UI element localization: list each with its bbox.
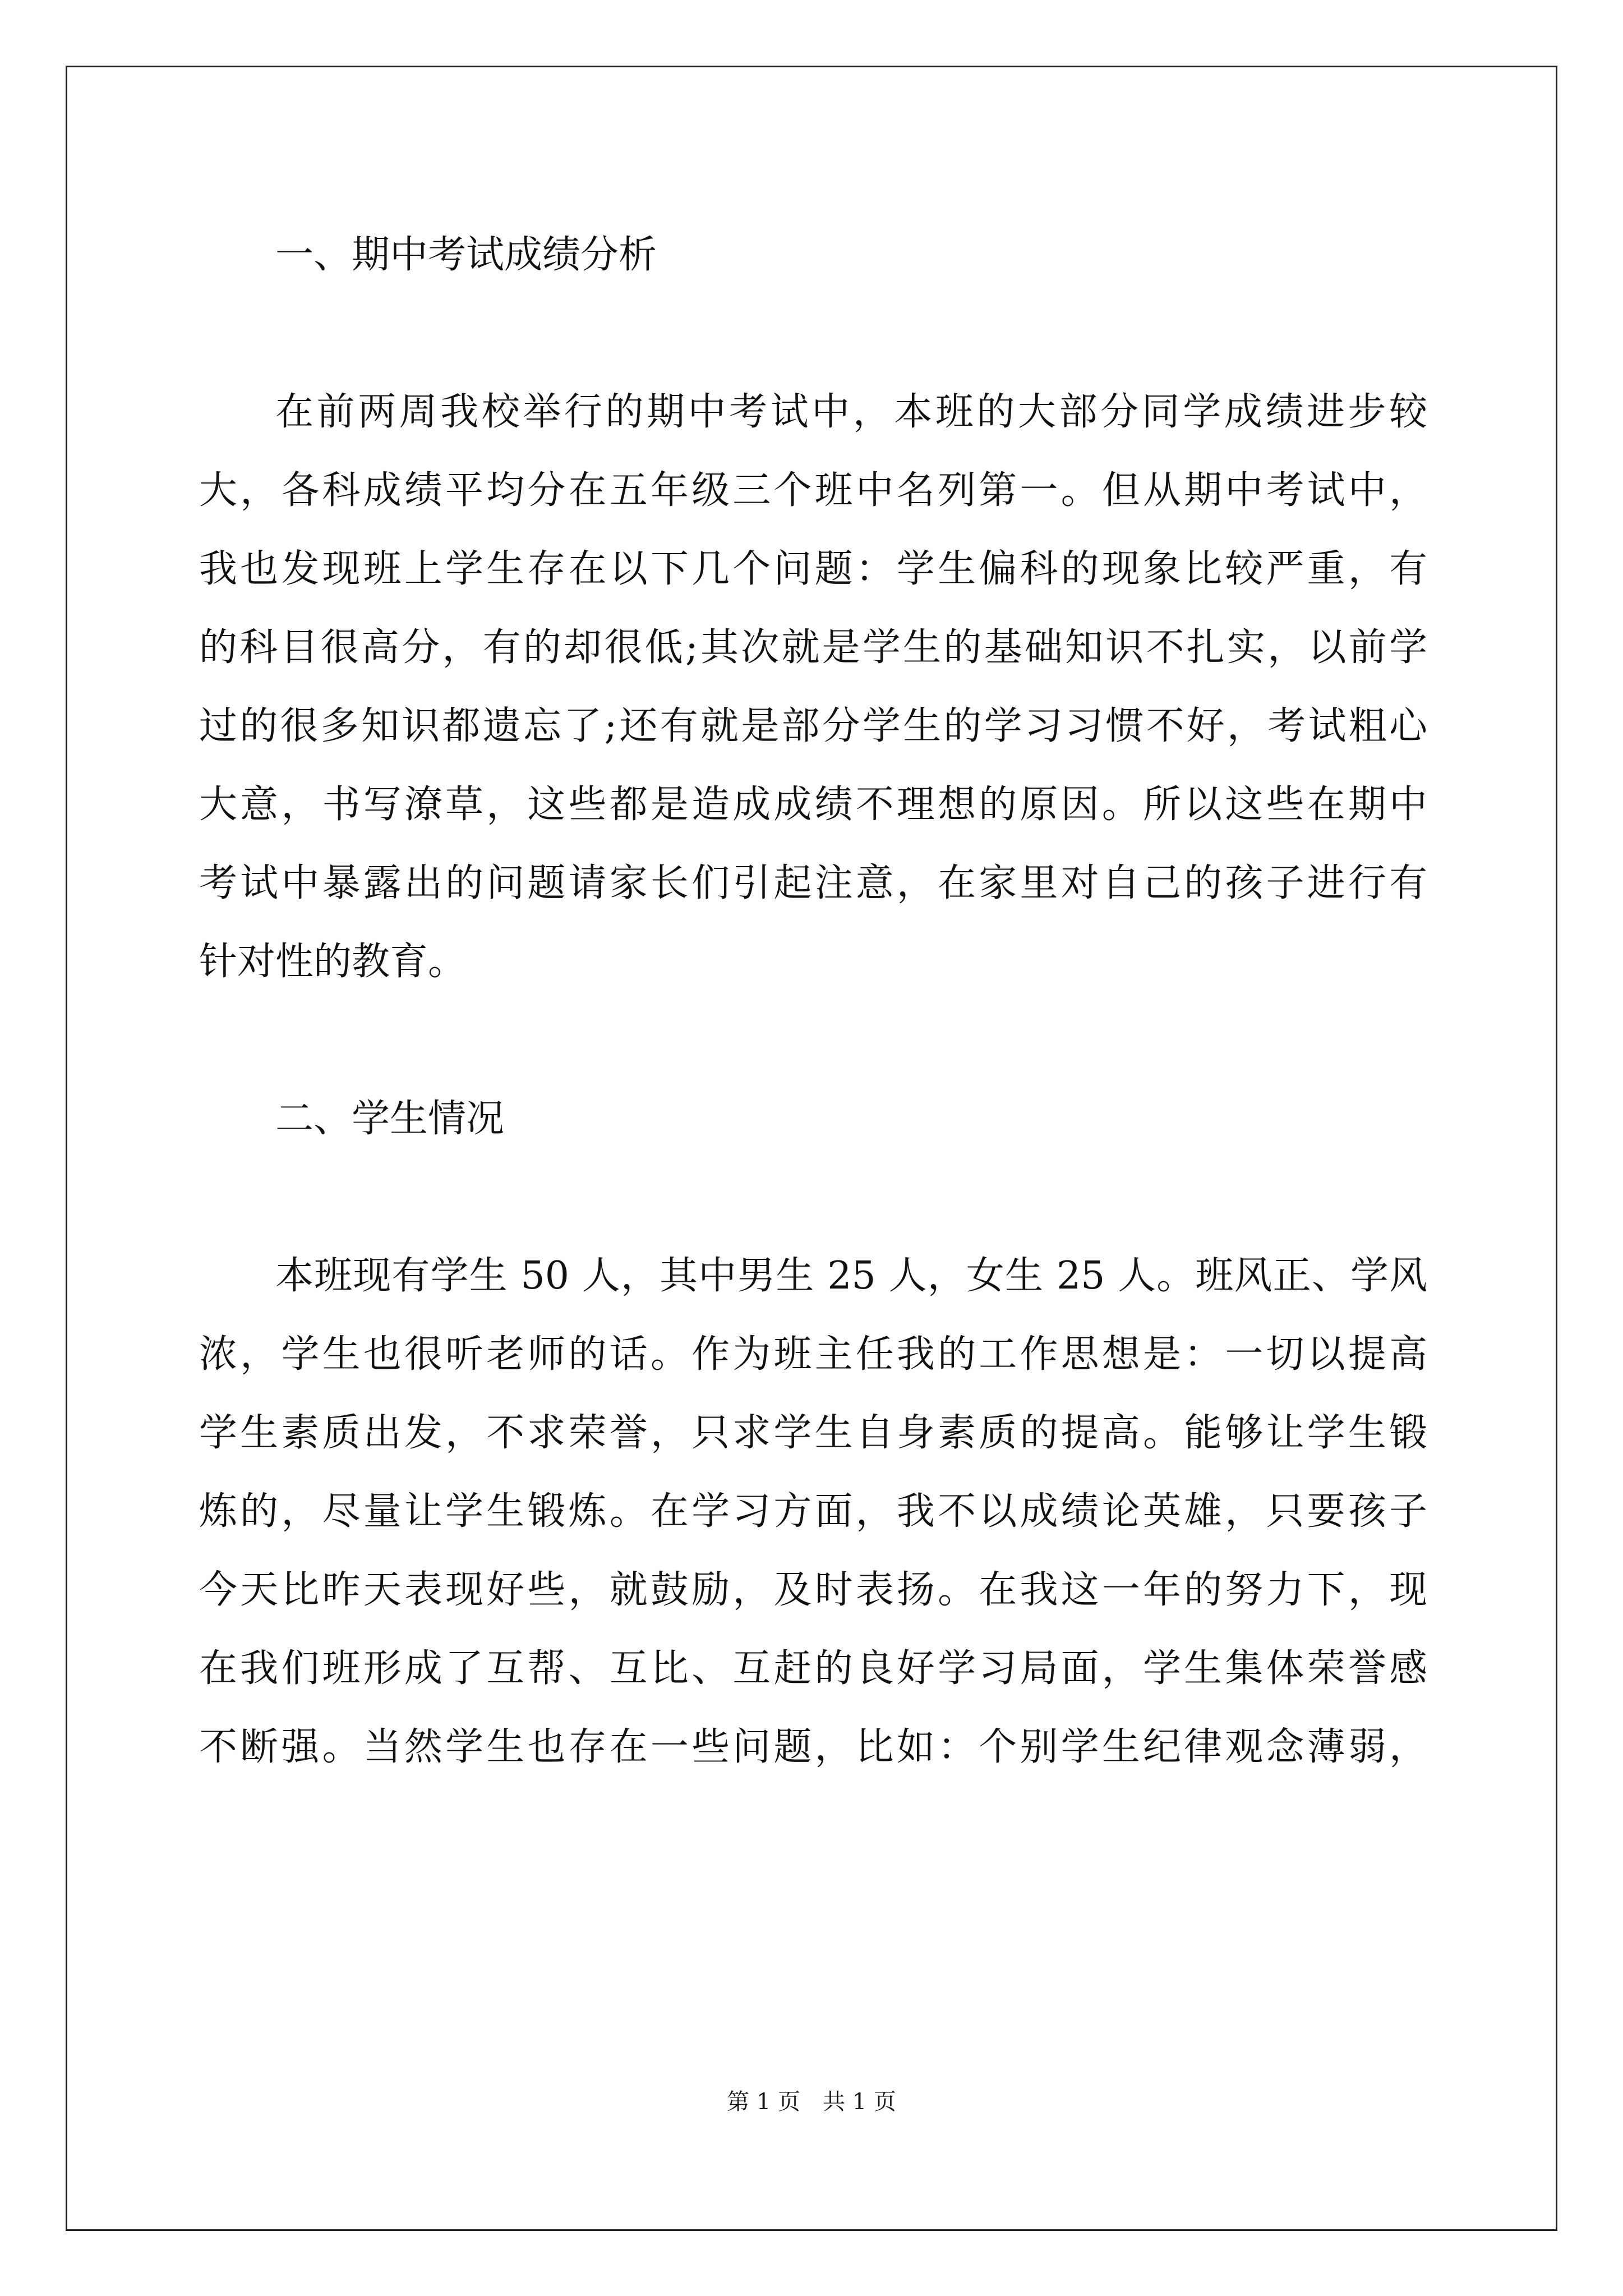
spacer [199,1158,1427,1237]
paragraph-line: 在前两周我校举行的期中考试中，本班的大部分同学成绩进步较 [275,390,1427,434]
section-heading-1: 一、期中考试成绩分析 [275,233,657,277]
paragraph-line: 浓，学生也很听老师的话。作为班主任我的工作思想是：一切以提高 [199,1332,1427,1377]
paragraph-line: 大，各科成绩平均分在五年级三个班中名列第一。但从期中考试中， [199,468,1427,513]
paragraph-student-situation [199,1237,1427,1787]
spacer [199,295,1427,373]
paragraph-line: 在我们班形成了互帮、互比、互赶的良好学习局面，学生集体荣誉感 [199,1646,1427,1691]
paragraph-line: 学生素质出发，不求荣誉，只求学生自身素质的提高。能够让学生锻 [199,1411,1427,1455]
paragraph-line: 考试中暴露出的问题请家长们引起注意，在家里对自己的孩子进行有 [199,861,1427,905]
document-body [199,216,1427,1787]
paragraph-line: 针对性的教育。 [199,940,467,984]
page-number-footer: 第 1 页 共 1 页 [727,2089,896,2115]
paragraph-line: 本班现有学生 50 人，其中男生 25 人，女生 25 人。班风正、学风 [275,1254,1427,1298]
section-heading-2: 二、学生情况 [275,1097,505,1141]
paragraph-line: 不断强。当然学生也存在一些问题，比如：个别学生纪律观念薄弱， [199,1725,1427,1769]
paragraph-line: 我也发现班上学生存在以下几个问题：学生偏科的现象比较严重，有 [199,547,1427,591]
paragraph-line: 炼的，尽量让学生锻炼。在学习方面，我不以成绩论英雄，只要孩子 [199,1489,1427,1534]
paragraph-line: 的科目很高分，有的却很低;其次就是学生的基础知识不扎实，以前学 [199,625,1427,670]
paragraph-line: 今天比昨天表现好些，就鼓励，及时表扬。在我这一年的努力下，现 [199,1568,1427,1612]
paragraph-exam-analysis [199,373,1427,1001]
spacer [199,1001,1427,1080]
paragraph-line: 大意，书写潦草，这些都是造成成绩不理想的原因。所以这些在期中 [199,783,1427,827]
paragraph-line: 过的很多知识都遗忘了;还有就是部分学生的学习习惯不好，考试粗心 [199,704,1427,748]
